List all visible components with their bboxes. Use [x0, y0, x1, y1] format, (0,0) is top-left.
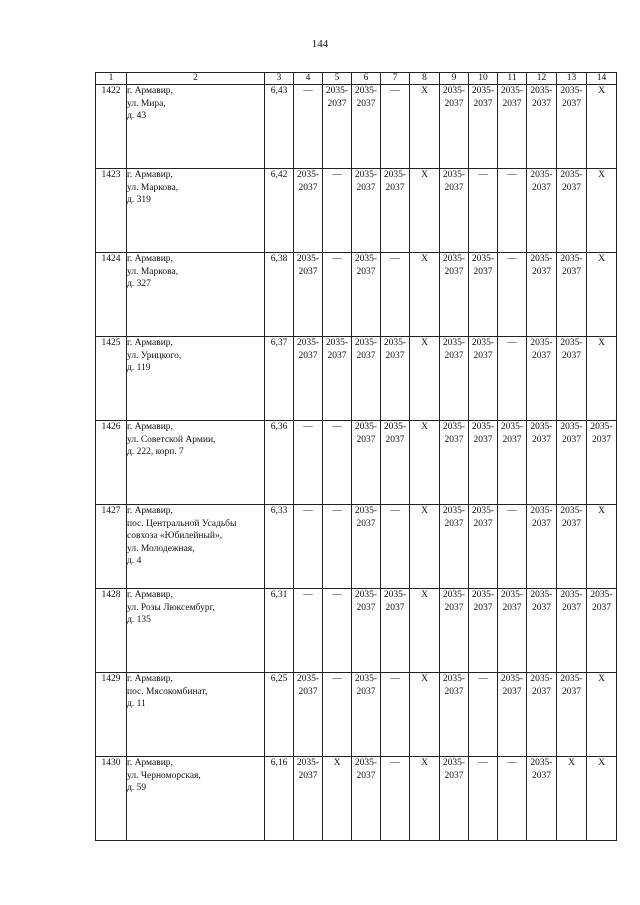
period-cell: 2035- 2037: [381, 421, 410, 505]
period-cell: 2035- 2037: [440, 589, 469, 673]
row-number: 1430: [96, 757, 127, 841]
column-header: 4: [294, 73, 323, 85]
column-header: 6: [352, 73, 381, 85]
period-cell: 2035- 2037: [440, 421, 469, 505]
period-cell: 2035- 2037: [352, 421, 381, 505]
address-line: д. 135: [127, 615, 151, 625]
address-line: г. Армавир,: [127, 422, 173, 432]
table-row: [96, 589, 617, 673]
period-cell: X: [557, 757, 587, 841]
address-cell: [127, 589, 265, 673]
table-row: [96, 421, 617, 505]
address-cell: [127, 673, 265, 757]
period-cell: X: [587, 337, 617, 421]
period-cell: —: [469, 673, 498, 757]
period-cell: 2035- 2037: [557, 421, 587, 505]
period-cell: 2035- 2037: [294, 673, 323, 757]
period-cell: —: [469, 169, 498, 253]
period-cell: 2035- 2037: [527, 589, 557, 673]
period-cell: 2035- 2037: [469, 505, 498, 589]
row-number: 1427: [96, 505, 127, 589]
period-cell: 2035- 2037: [294, 169, 323, 253]
value-cell: 6,43: [265, 85, 294, 169]
row-number: 1425: [96, 337, 127, 421]
address-line: г. Армавир,: [127, 674, 173, 684]
address-cell: [127, 253, 265, 337]
address-line: ул. Мира,: [127, 98, 166, 109]
row-number: 1428: [96, 589, 127, 673]
address-cell: [127, 337, 265, 421]
period-cell: 2035- 2037: [440, 757, 469, 841]
period-cell: 2035- 2037: [527, 169, 557, 253]
schedule-table: [95, 72, 617, 841]
period-cell: X: [587, 505, 617, 589]
value-cell: 6,31: [265, 589, 294, 673]
value-cell: 6,37: [265, 337, 294, 421]
address-line: г. Армавир,: [127, 506, 173, 516]
period-cell: X: [587, 85, 617, 169]
period-cell: X: [410, 85, 440, 169]
period-cell: 2035- 2037: [469, 253, 498, 337]
period-cell: 2035- 2037: [381, 169, 410, 253]
period-cell: —: [323, 253, 352, 337]
value-cell: 6,38: [265, 253, 294, 337]
column-header: 1: [96, 73, 127, 85]
address-line: д. 222, корп. 7: [127, 447, 184, 457]
period-cell: —: [381, 85, 410, 169]
period-cell: X: [323, 757, 352, 841]
period-cell: 2035- 2037: [352, 337, 381, 421]
period-cell: 2035- 2037: [527, 85, 557, 169]
period-cell: —: [498, 505, 527, 589]
period-cell: 2035- 2037: [294, 253, 323, 337]
period-cell: —: [381, 673, 410, 757]
table-row: [96, 337, 617, 421]
table-row: [96, 85, 617, 169]
period-cell: 2035- 2037: [352, 253, 381, 337]
period-cell: 2035- 2037: [352, 589, 381, 673]
address-cell: [127, 85, 265, 169]
address-line: ул. Маркова,: [127, 182, 179, 193]
period-cell: —: [323, 505, 352, 589]
address-line: г. Армавир,: [127, 86, 173, 96]
period-cell: 2035- 2037: [323, 85, 352, 169]
period-cell: 2035- 2037: [294, 757, 323, 841]
address-line: пос. Мясокомбинат,: [127, 686, 208, 697]
row-number: 1424: [96, 253, 127, 337]
address-line: д. 4: [127, 556, 142, 566]
period-cell: —: [498, 757, 527, 841]
period-cell: 2035- 2037: [294, 337, 323, 421]
period-cell: 2035- 2037: [557, 169, 587, 253]
address-line: д. 319: [127, 195, 151, 205]
period-cell: —: [469, 757, 498, 841]
address-line: д. 11: [127, 699, 146, 709]
period-cell: X: [410, 589, 440, 673]
period-cell: 2035- 2037: [440, 85, 469, 169]
column-header: 14: [587, 73, 617, 85]
period-cell: —: [498, 337, 527, 421]
table-row: [96, 253, 617, 337]
table-row: [96, 673, 617, 757]
period-cell: —: [381, 505, 410, 589]
period-cell: 2035- 2037: [498, 673, 527, 757]
period-cell: X: [410, 253, 440, 337]
column-header: 2: [127, 73, 265, 85]
period-cell: 2035- 2037: [352, 85, 381, 169]
period-cell: —: [498, 253, 527, 337]
period-cell: 2035- 2037: [587, 421, 617, 505]
period-cell: 2035- 2037: [557, 589, 587, 673]
period-cell: 2035- 2037: [557, 253, 587, 337]
page-number: 144: [311, 38, 329, 50]
row-number: 1429: [96, 673, 127, 757]
period-cell: 2035- 2037: [381, 337, 410, 421]
period-cell: —: [294, 85, 323, 169]
address-line: пос. Центральной Усадьбы: [127, 518, 237, 529]
period-cell: 2035- 2037: [352, 169, 381, 253]
period-cell: 2035- 2037: [498, 421, 527, 505]
address-cell: [127, 505, 265, 589]
column-header: 12: [527, 73, 557, 85]
address-line: ул. Маркова,: [127, 266, 179, 277]
address-line: д. 43: [127, 111, 147, 121]
address-line: ул. Урицкого,: [127, 350, 182, 361]
period-cell: 2035- 2037: [469, 589, 498, 673]
column-header: 11: [498, 73, 527, 85]
column-header: 13: [557, 73, 587, 85]
period-cell: —: [381, 253, 410, 337]
address-line: ул. Молодежная,: [127, 543, 195, 554]
column-header: 3: [265, 73, 294, 85]
address-line: совхоза «Юбилейный»,: [127, 531, 223, 541]
period-cell: 2035- 2037: [587, 589, 617, 673]
period-cell: X: [587, 169, 617, 253]
period-cell: 2035- 2037: [440, 673, 469, 757]
header-row: [96, 73, 617, 85]
period-cell: X: [410, 673, 440, 757]
row-number: 1422: [96, 85, 127, 169]
value-cell: 6,42: [265, 169, 294, 253]
period-cell: 2035- 2037: [352, 505, 381, 589]
period-cell: 2035- 2037: [352, 757, 381, 841]
period-cell: —: [323, 169, 352, 253]
period-cell: —: [294, 505, 323, 589]
period-cell: 2035- 2037: [527, 673, 557, 757]
column-header: 8: [410, 73, 440, 85]
address-line: ул. Розы Люксембург,: [127, 602, 215, 613]
address-line: г. Армавир,: [127, 254, 173, 264]
period-cell: 2035- 2037: [557, 673, 587, 757]
period-cell: 2035- 2037: [498, 589, 527, 673]
period-cell: X: [410, 337, 440, 421]
period-cell: X: [587, 673, 617, 757]
table-row: [96, 169, 617, 253]
period-cell: 2035- 2037: [498, 85, 527, 169]
period-cell: —: [323, 589, 352, 673]
column-header: 9: [440, 73, 469, 85]
column-header: 10: [469, 73, 498, 85]
period-cell: 2035- 2037: [527, 757, 557, 841]
period-cell: 2035- 2037: [527, 505, 557, 589]
period-cell: X: [587, 253, 617, 337]
address-line: г. Армавир,: [127, 170, 173, 180]
table-row: [96, 757, 617, 841]
value-cell: 6,36: [265, 421, 294, 505]
period-cell: X: [410, 757, 440, 841]
period-cell: 2035- 2037: [352, 673, 381, 757]
period-cell: 2035- 2037: [440, 253, 469, 337]
address-cell: [127, 169, 265, 253]
address-line: д. 119: [127, 363, 151, 373]
period-cell: —: [294, 421, 323, 505]
period-cell: —: [294, 589, 323, 673]
column-header: 7: [381, 73, 410, 85]
period-cell: 2035- 2037: [323, 337, 352, 421]
period-cell: —: [381, 757, 410, 841]
address-line: ул. Черноморская,: [127, 770, 201, 781]
table-body: [96, 85, 617, 841]
column-header: 5: [323, 73, 352, 85]
period-cell: 2035- 2037: [527, 253, 557, 337]
address-line: д. 327: [127, 279, 151, 289]
address-line: д. 59: [127, 783, 147, 793]
period-cell: 2035- 2037: [440, 169, 469, 253]
period-cell: 2035- 2037: [557, 85, 587, 169]
period-cell: 2035- 2037: [557, 505, 587, 589]
value-cell: 6,16: [265, 757, 294, 841]
period-cell: 2035- 2037: [440, 337, 469, 421]
period-cell: 2035- 2037: [469, 421, 498, 505]
period-cell: X: [587, 757, 617, 841]
table-row: [96, 505, 617, 589]
address-line: г. Армавир,: [127, 338, 173, 348]
period-cell: 2035- 2037: [527, 421, 557, 505]
address-line: г. Армавир,: [127, 590, 173, 600]
period-cell: —: [498, 169, 527, 253]
address-line: г. Армавир,: [127, 758, 173, 768]
period-cell: 2035- 2037: [557, 337, 587, 421]
address-cell: [127, 421, 265, 505]
address-line: ул. Советской Армии,: [127, 434, 216, 445]
period-cell: X: [410, 505, 440, 589]
period-cell: 2035- 2037: [440, 505, 469, 589]
period-cell: X: [410, 421, 440, 505]
period-cell: 2035- 2037: [469, 85, 498, 169]
value-cell: 6,33: [265, 505, 294, 589]
row-number: 1423: [96, 169, 127, 253]
period-cell: 2035- 2037: [381, 589, 410, 673]
period-cell: X: [410, 169, 440, 253]
row-number: 1426: [96, 421, 127, 505]
period-cell: —: [323, 673, 352, 757]
period-cell: —: [323, 421, 352, 505]
value-cell: 6,25: [265, 673, 294, 757]
period-cell: 2035- 2037: [527, 337, 557, 421]
address-cell: [127, 757, 265, 841]
period-cell: 2035- 2037: [469, 337, 498, 421]
